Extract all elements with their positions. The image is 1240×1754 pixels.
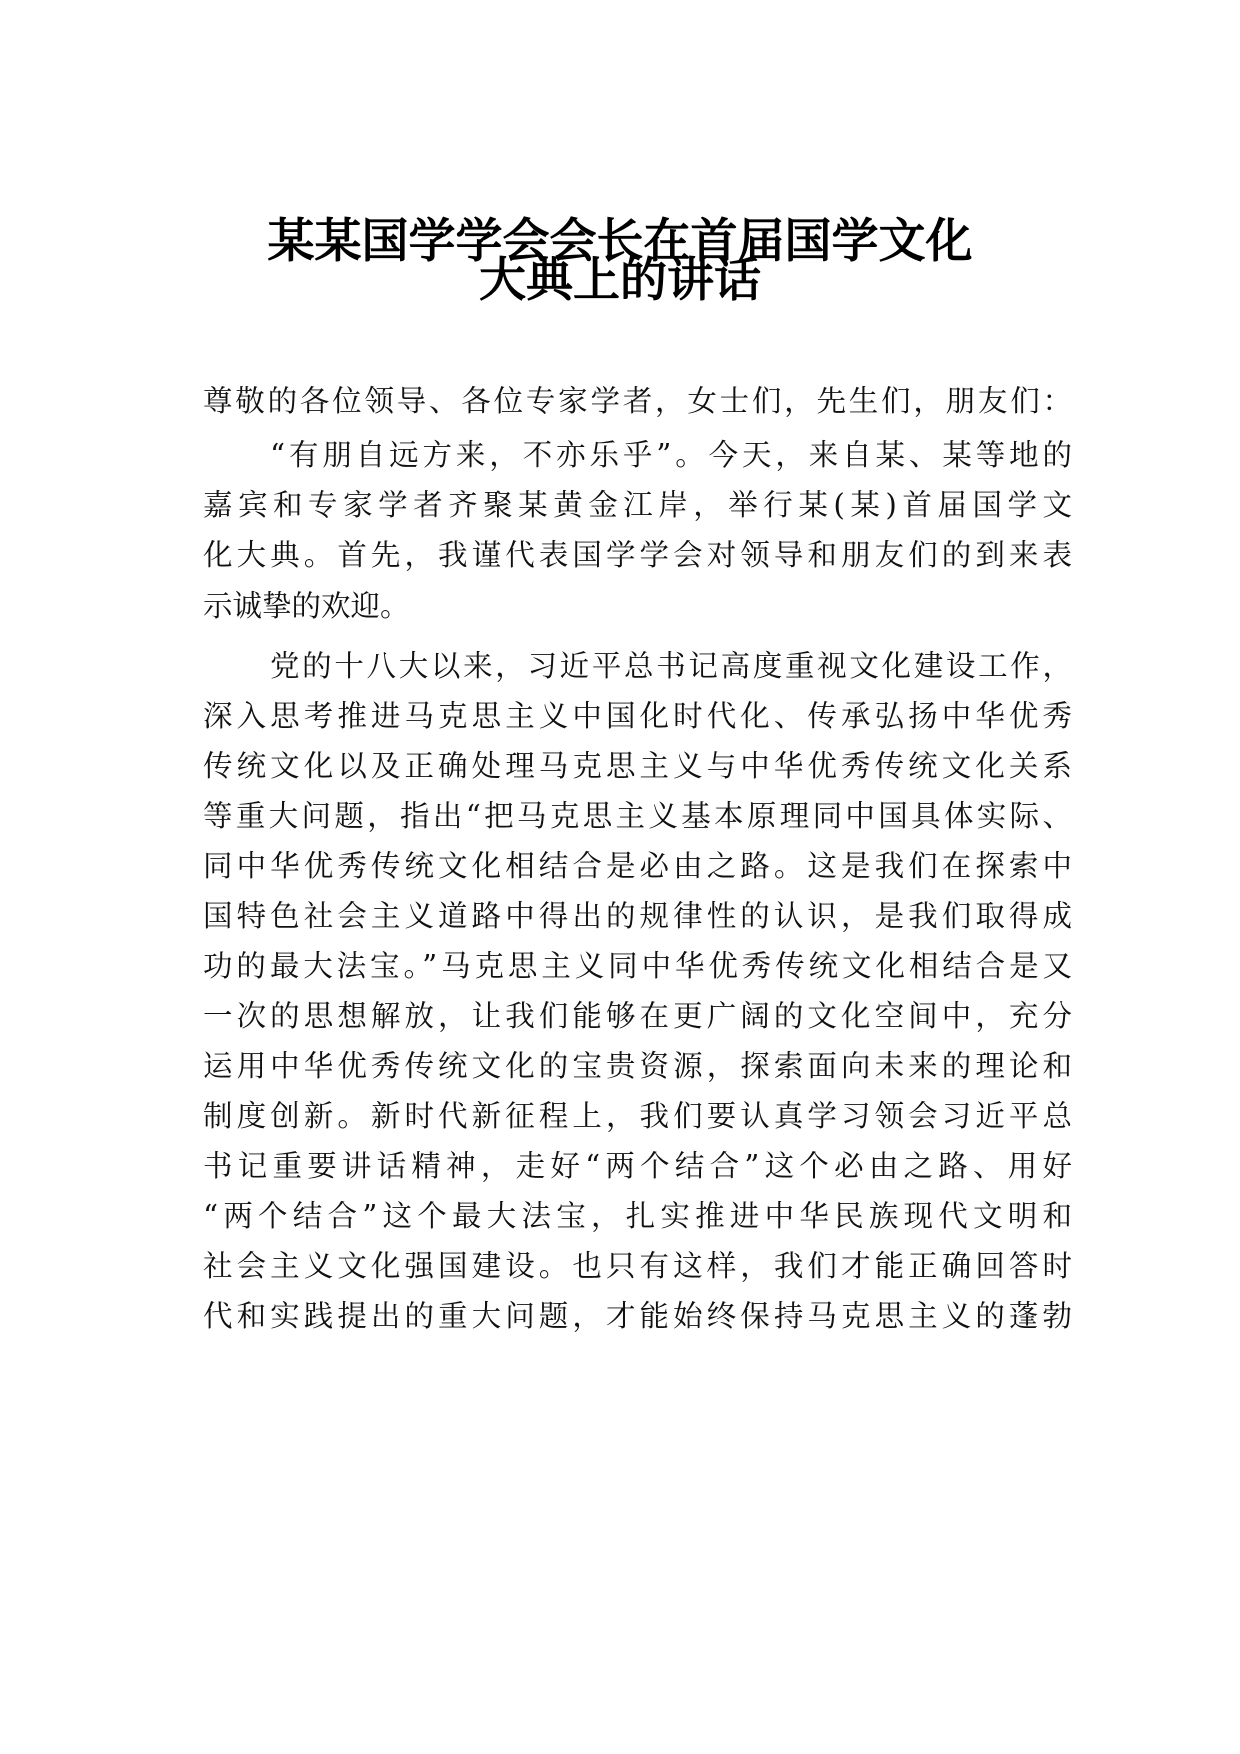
paragraph-2-line-13: 社会主义文化强国建设。也只有这样，我们才能正确回答时 [203,1249,1072,1283]
paragraph-2-line-2: 深入思考推进马克思主义中国化时代化、传承弘扬中华优秀 [203,699,1072,733]
paragraph-2-line-14: 代和实践提出的重大问题，才能始终保持马克思主义的蓬勃 [203,1299,1072,1333]
paragraph-2-line-10: 制度创新。新时代新征程上，我们要认真学习领会习近平总 [203,1099,1072,1133]
paragraph-2-line-8: 一次的思想解放，让我们能够在更广阔的文化空间中，充分 [203,999,1072,1033]
paragraph-1-line-1: “有朋自远方来，不亦乐乎”。今天，来自某、某等地的 [270,438,1072,472]
paragraph-2-line-1: 党的十八大以来，习近平总书记高度重视文化建设工作， [270,649,1072,683]
paragraph-2-line-9: 运用中华优秀传统文化的宝贵资源，探索面向未来的理论和 [203,1049,1072,1083]
paragraph-2-line-7: 功的最大法宝。”马克思主义同中华优秀传统文化相结合是又 [203,949,1072,983]
document-title-line-1: 某某国学学会会长在首届国学文化 [267,214,973,269]
paragraph-2-line-5: 同中华优秀传统文化相结合是必由之路。这是我们在探索中 [203,849,1072,883]
salutation-line: 尊敬的各位领导、各位专家学者，女士们，先生们，朋友们： [203,384,1072,418]
paragraph-1-line-2: 嘉宾和专家学者齐聚某黄金江岸，举行某(某)首届国学文 [203,488,1072,522]
paragraph-2-line-3: 传统文化以及正确处理马克思主义与中华优秀传统文化关系 [203,749,1072,783]
paragraph-2-line-11: 书记重要讲话精神，走好“两个结合”这个必由之路、用好 [203,1149,1072,1183]
paragraph-1-line-3: 化大典。首先，我谨代表国学学会对领导和朋友们的到来表 [203,538,1072,572]
document-title-line-2: 大典上的讲话 [479,253,761,308]
paragraph-2-line-12: “两个结合”这个最大法宝，扎实推进中华民族现代文明和 [203,1199,1072,1233]
paragraph-2-line-4: 等重大问题，指出“把马克思主义基本原理同中国具体实际、 [203,799,1072,833]
paragraph-1-line-4: 示诚挚的欢迎。 [203,589,410,623]
paragraph-2-line-6: 国特色社会主义道路中得出的规律性的认识，是我们取得成 [203,899,1072,933]
